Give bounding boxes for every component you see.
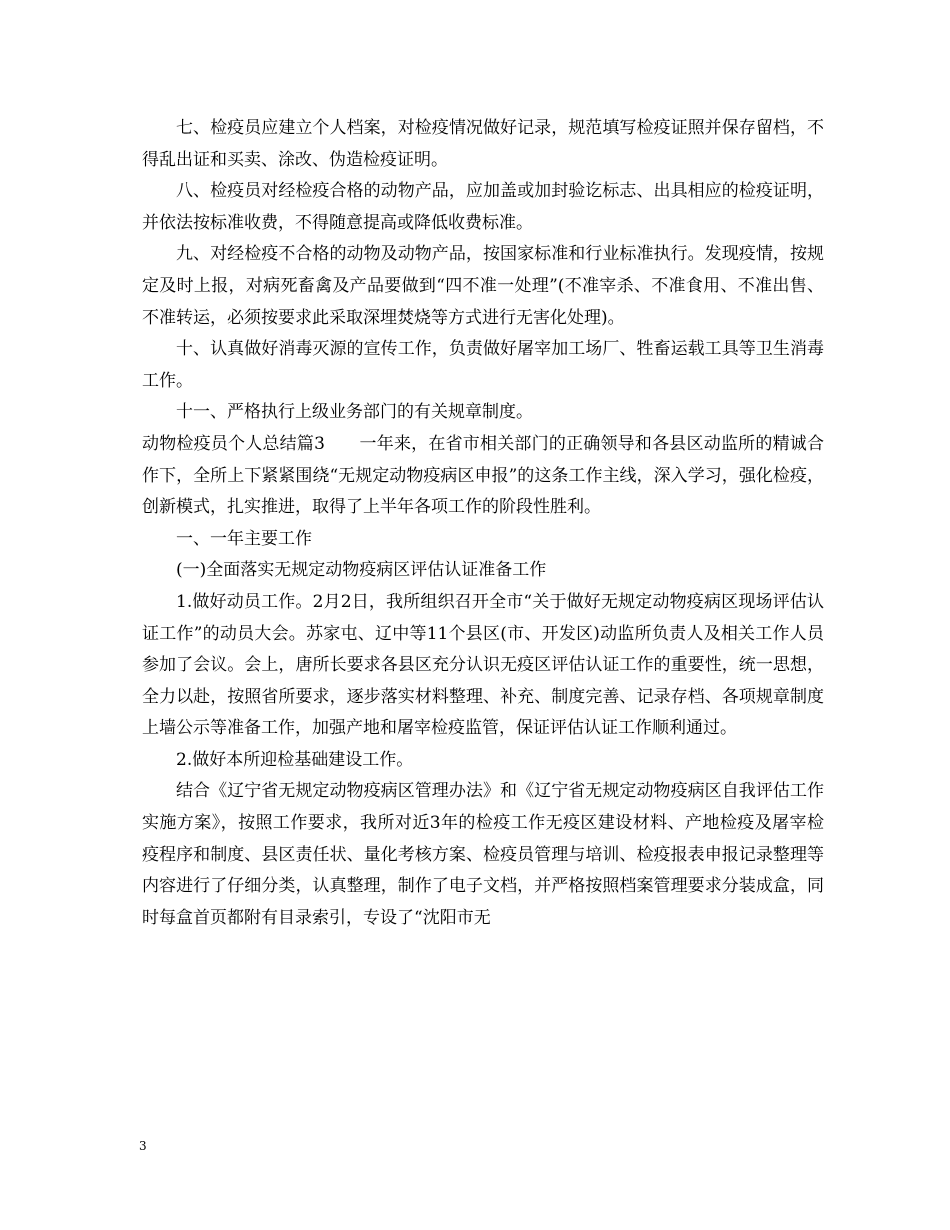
paragraph: 七、检疫员应建立个人档案，对检疫情况做好记录，规范填写检疫证照并保存留档，不得乱出证和买卖、涂改、伪造检疫证明。 [142,118,824,170]
paragraph: 十一、严格执行上级业务部门的有关规章制度。 [176,402,533,423]
paragraph: 十、认真做好消毒灭源的宣传工作，负责做好屠宰加工场厂、牲畜运载工具等卫生消毒工作。 [142,339,824,391]
page-number: 3 [139,1139,147,1153]
subheading: 一、一年主要工作 [176,528,312,549]
subheading: (一)全面落实无规定动物疫病区评估认证准备工作 [176,560,547,581]
section-heading-paragraph: 动物检疫员个人总结篇3 一年来，在省市相关部门的正确领导和各县区动监所的精诚合作下，全所上下紧紧围绕“无规定动物疫病区申报”的这条工作主线，深入学习，强化检疫，创新模式，扎实推进，取得了上半年各项工作的阶段性胜利。 [142,433,824,518]
paragraph: 九、对经检疫不合格的动物及动物产品，按国家标准和行业标准执行。发现疫情，按规定及时上报，对病死畜禽及产品要做到“四不准一处理”(不准宰杀、不准食用、不准出售、不准转运，必须按要求此采取深埋焚烧等方式进行无害化处理)。 [142,244,824,328]
paragraph: 结合《辽宁省无规定动物疫病区管理办法》和《辽宁省无规定动物疫病区自我评估工作实施方案》，按照工作要求，我所对近3年的检疫工作无疫区建设材料、产地检疫及屠宰检疫程序和制度、县区责任状、量化考核方案、检疫员管理与培训、检疫报表申报记录整理等内容进行了仔细分类，认真整理，制作了电子文档，并严格按照档案管理要求分装成盒，同时每盒首页都附有目录索引，专设了“沈阳市无 [142,781,824,928]
paragraph: 1.做好动员工作。2月2日，我所组织召开全市“关于做好无规定动物疫病区现场评估认证工作”的动员大会。苏家屯、辽中等11个县区(市、开发区)动监所负责人及相关工作人员参加了会议。会上，唐所长要求各县区充分认识无疫区评估认证工作的重要性，统一思想，全力以赴，按照省所要求，逐步落实材料整理、补充、制度完善、记录存档、各项规章制度上墙公示等准备工作，加强产地和屠宰检疫监管，保证评估认证工作顺利通过。 [142,591,824,739]
document-body [142,113,824,934]
paragraph: 八、检疫员对经检疫合格的动物产品，应加盖或加封验讫标志、出具相应的检疫证明，并依法按标准收费，不得随意提高或降低收费标准。 [142,181,824,233]
paragraph: 2.做好本所迎检基础建设工作。 [176,749,414,770]
